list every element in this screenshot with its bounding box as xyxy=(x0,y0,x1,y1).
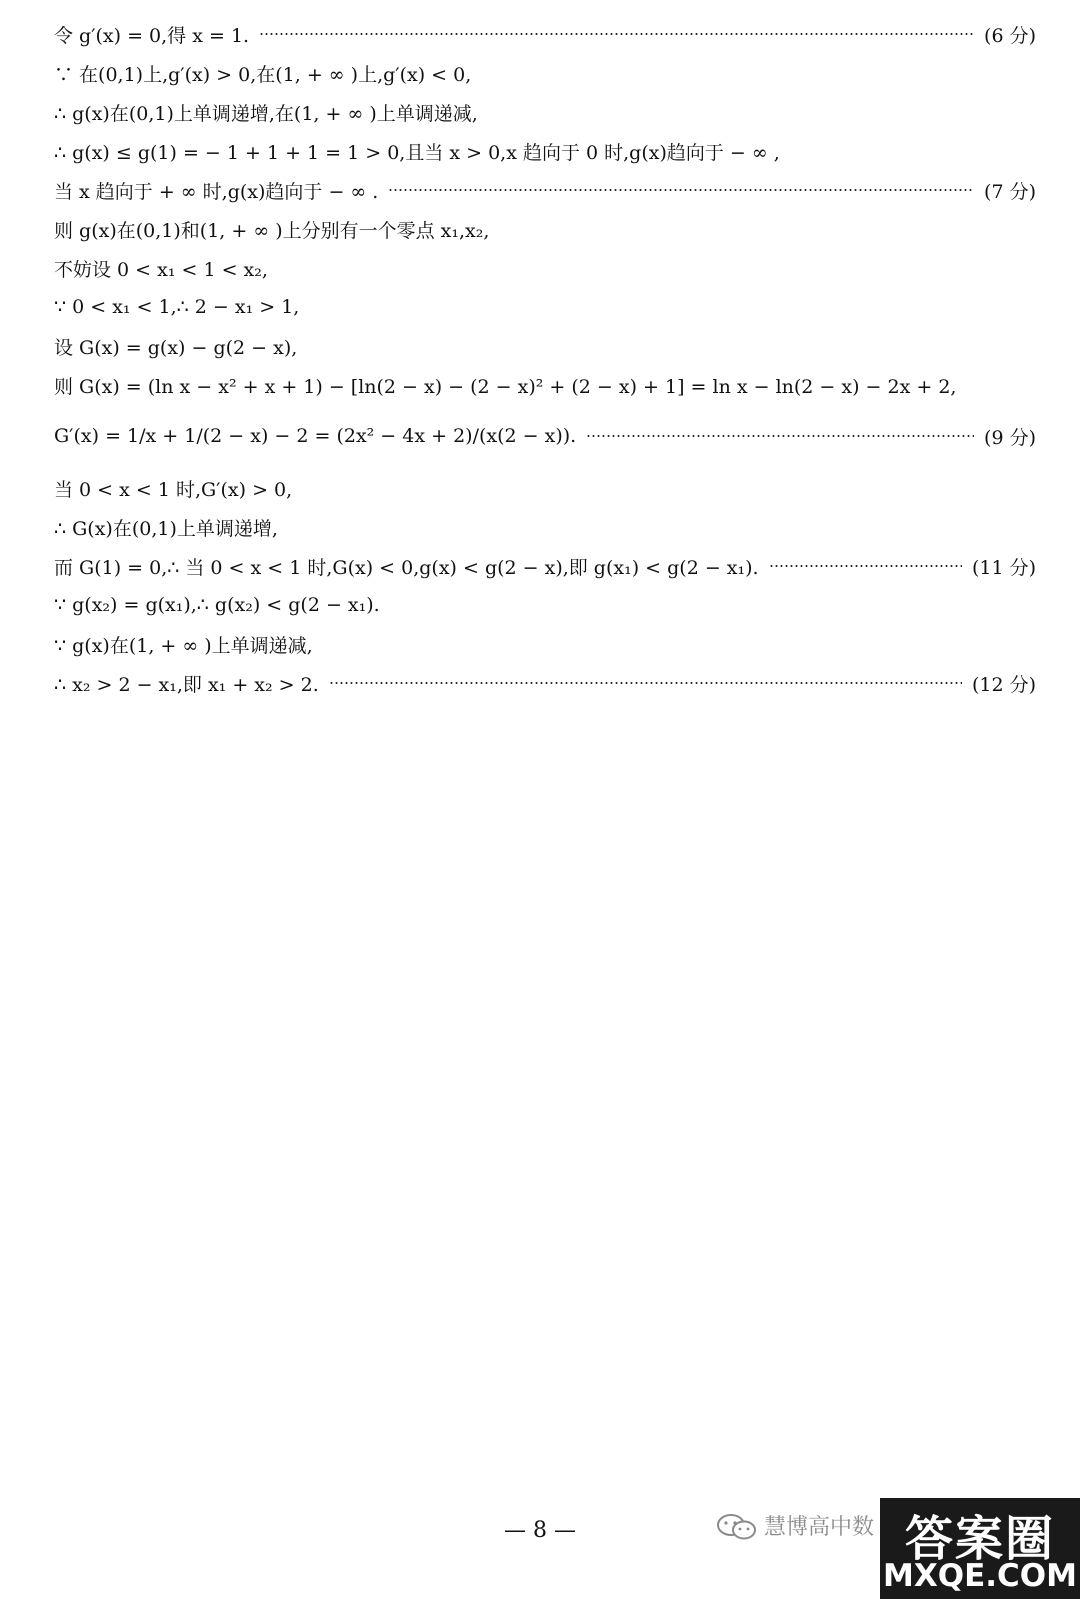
score: (6 分) xyxy=(984,24,1036,47)
line-text: 而 G(1) = 0,∴ 当 0 < x < 1 时,G(x) < 0,g(x) < g(2 − x),即 g(x₁) < g(2 − x₁). xyxy=(54,556,759,579)
line-4 xyxy=(54,137,1036,165)
score: (12 分) xyxy=(971,673,1036,696)
leader-dots xyxy=(388,189,974,191)
leader-dots xyxy=(586,435,974,437)
line-text: 则 G(x) = (ln x − x² + x + 1) − [ln(2 − x) − (2 − x)² + (2 − x) + 1] = ln x − ln(2 − x) − 2x + 2, xyxy=(54,375,957,398)
line-2 xyxy=(54,59,1036,87)
line-text: ∴ G(x)在(0,1)上单调递增, xyxy=(54,517,278,540)
line-text: 则 g(x)在(0,1)和(1, + ∞ )上分别有一个零点 x₁,x₂, xyxy=(54,219,490,242)
line-10 xyxy=(54,371,1036,399)
score: (7 分) xyxy=(984,180,1036,203)
score: (11 分) xyxy=(971,556,1036,579)
line-15 xyxy=(54,591,1036,619)
leader-dots xyxy=(259,33,974,35)
line-text: 不妨设 0 < x₁ < 1 < x₂, xyxy=(54,258,268,281)
wechat-icon xyxy=(716,1512,758,1542)
leader-dots xyxy=(769,565,962,567)
wechat-account-name: 慧博高中数 xyxy=(764,1515,875,1540)
line-1 xyxy=(54,20,1036,48)
line-11 xyxy=(54,408,1036,464)
line-5 xyxy=(54,176,1036,204)
line-text: 当 0 < x < 1 时,G′(x) > 0, xyxy=(54,478,293,501)
logo-domain: MXQE.COM xyxy=(882,1558,1077,1594)
line-text: 设 G(x) = g(x) − g(2 − x), xyxy=(54,336,298,359)
site-logo xyxy=(880,1498,1080,1599)
logo-title: 答案圈 xyxy=(904,1511,1055,1567)
page-number: — 8 — xyxy=(504,1518,576,1543)
watermark xyxy=(708,1498,1080,1599)
line-12 xyxy=(54,474,1036,502)
line-6 xyxy=(54,215,1036,243)
line-14 xyxy=(54,552,1036,580)
line-text: ∴ g(x)在(0,1)上单调递增,在(1, + ∞ )上单调递减, xyxy=(54,102,478,125)
line-13 xyxy=(54,513,1036,541)
line-text: ∴ g(x) ≤ g(1) = − 1 + 1 + 1 = 1 > 0,且当 x > 0,x 趋向于 0 时,g(x)趋向于 − ∞ , xyxy=(54,141,780,164)
leader-dots xyxy=(329,682,962,684)
line-text: ∴ x₂ > 2 − x₁,即 x₁ + x₂ > 2. xyxy=(54,673,319,696)
line-16 xyxy=(54,630,1036,658)
score: (9 分) xyxy=(984,426,1036,449)
line-text: ∵ g(x)在(1, + ∞ )上单调递减, xyxy=(54,634,313,657)
line-7 xyxy=(54,254,1036,282)
line-text: G′(x) = 1/x + 1/(2 − x) − 2 = (2x² − 4x + 2)/(x(2 − x)). xyxy=(54,425,577,447)
line-17 xyxy=(54,669,1036,697)
line-text: 当 x 趋向于 + ∞ 时,g(x)趋向于 − ∞ . xyxy=(54,180,379,203)
line-3 xyxy=(54,98,1036,126)
line-text: 令 g′(x) = 0,得 x = 1. xyxy=(54,24,250,47)
line-text: ∵ 0 < x₁ < 1,∴ 2 − x₁ > 1, xyxy=(54,296,300,318)
line-text: ∵ g(x₂) = g(x₁),∴ g(x₂) < g(2 − x₁). xyxy=(54,594,380,616)
line-8 xyxy=(54,293,1036,321)
line-9 xyxy=(54,332,1036,360)
line-text: ∵ 在(0,1)上,g′(x) > 0,在(1, + ∞ )上,g′(x) < 0, xyxy=(54,63,472,86)
